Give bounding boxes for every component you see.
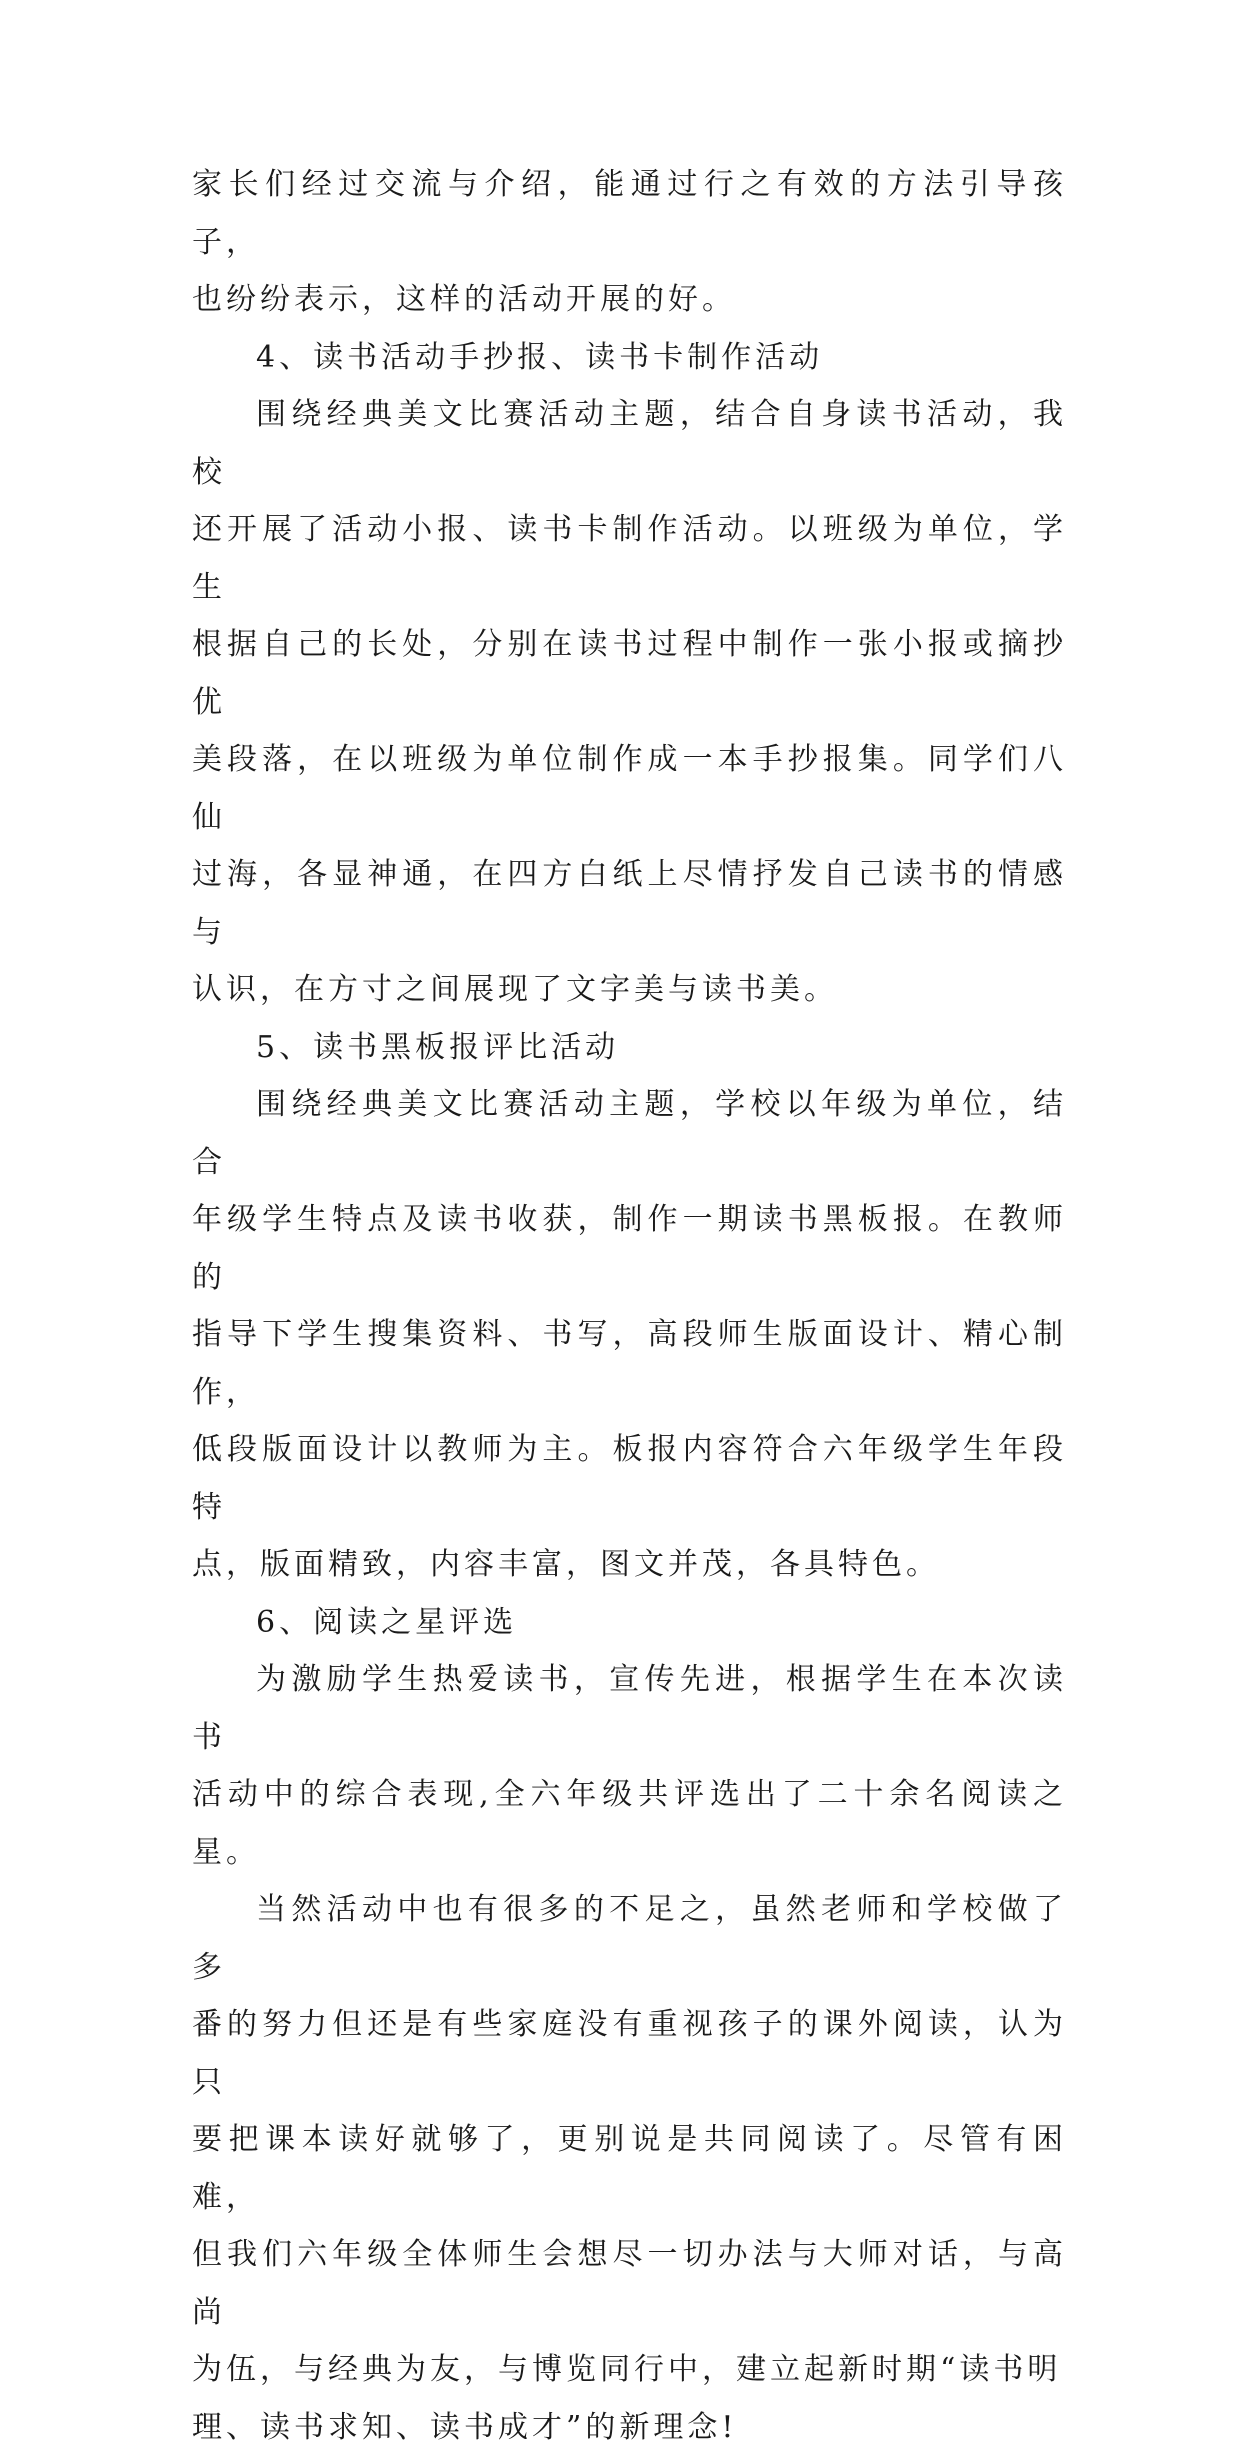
- paragraph-handwritten-newspaper: 围绕经典美文比赛活动主题，结合自身读书活动，我校 还开展了活动小报、读书卡制作活动。以班级为单位，学生 根据自己的长处，分别在读书过程中制作一张小报或摘抄优 美段落，在以班级为单位制作成一本手抄报集。同学们八仙 过海，各显神通，在四方白纸上尽情抒发自己读书的情感与 认识，在方寸之间展现了文字美与读书美。: [192, 397, 1067, 1007]
- heading-reading-star: 6、阅读之星评选: [256, 1604, 518, 1640]
- paragraph-blackboard-contest: 围绕经典美文比赛活动主题，学校以年级为单位，结合 年级学生特点及读书收获，制作一期读书黑板报。在教师的 指导下学生搜集资料、书写，高段师生版面设计、精心制作， 低段版面设计以教师为主。板报内容符合六年级学生年段特 点，版面精致，内容丰富，图文并茂，各具特色。: [192, 1087, 1067, 1582]
- paragraph-conclusion: 当然活动中也有很多的不足之，虽然老师和学校做了多 番的努力但还是有些家庭没有重视孩子的课外阅读，认为只 要把课本读好就够了，更别说是共同阅读了。尽管有困难， 但我们六年级全体师生会想尽一切办法与大师对话，与高尚 为伍，与经典为友，与博览同行中，建立起新时期“读书明 理、读书求知、读书成才”的新理念!: [192, 1892, 1067, 2445]
- paragraph-reading-star: 为激励学生热爱读书，宣传先进，根据学生在本次读书 活动中的综合表现,全六年级共评选出了二十余名阅读之星。: [192, 1662, 1067, 1870]
- heading-handwritten-newspaper: 4、读书活动手抄报、读书卡制作活动: [256, 339, 824, 375]
- paragraph-parent-feedback: 家长们经过交流与介绍，能通过行之有效的方法引导孩子， 也纷纷表示，这样的活动开展的好。: [192, 167, 1067, 317]
- heading-blackboard-contest: 5、读书黑板报评比活动: [256, 1029, 620, 1065]
- document-page: [192, 156, 1067, 2456]
